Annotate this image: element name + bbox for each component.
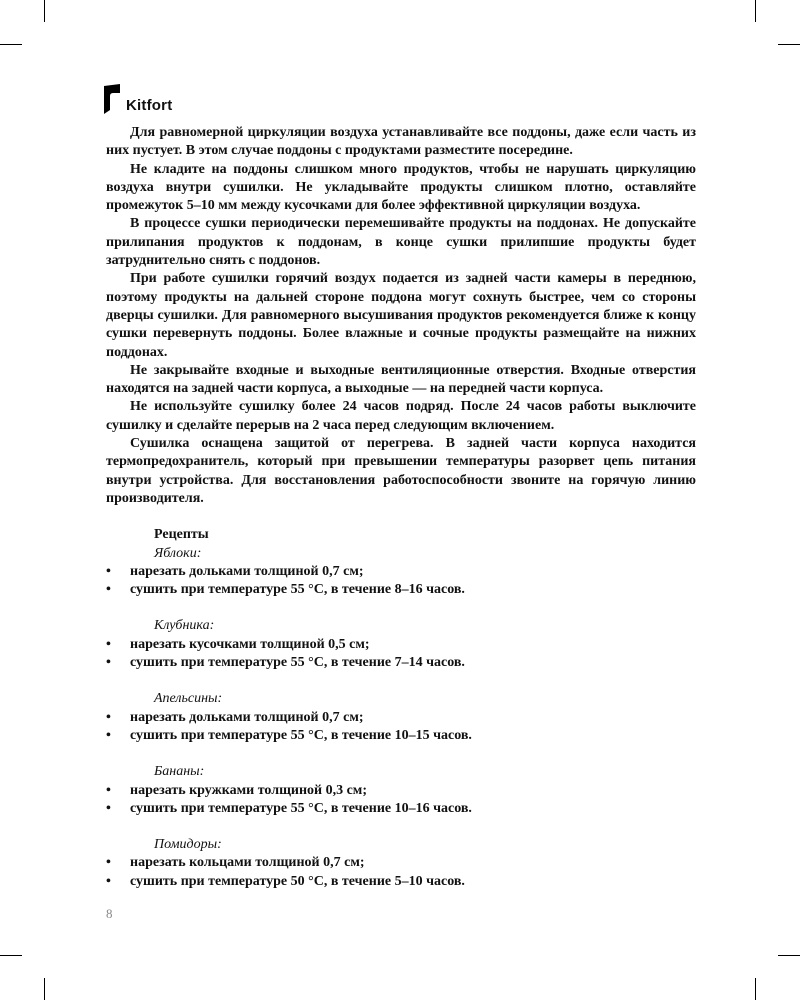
recipe-step-text: сушить при температуре 55 °C, в течение 10–16 часов. [130,800,472,816]
paragraph: Не используйте сушилку более 24 часов подряд. После 24 часов работы выключите сушилку и сделайте перерыв на 2 часа перед следующим включением. [106,399,696,433]
recipe-name: Клубника: [154,618,215,634]
recipe-step-text: нарезать дольками толщиной 0,7 см; [130,563,364,579]
recipe [106,690,696,745]
bullet-icon: • [106,636,111,652]
recipe [106,617,696,672]
recipes-heading: Рецепты [154,527,209,543]
kitfort-logo-icon [104,84,122,114]
paragraph: Не кладите на поддоны слишком много продуктов, чтобы не нарушать циркуляцию воздуха внутри сушилки. Не укладывайте продукты слишком плотно, оставляйте промежуток 5–10 мм между кусочками для более эффективной циркуляции воздуха. [106,161,696,214]
recipe-steps [106,854,696,891]
page-number: 8 [106,906,113,921]
recipe [106,836,696,891]
brand-name: Kitfort [126,97,173,114]
bullet-icon: • [106,782,111,798]
recipe-step-text: нарезать кусочками толщиной 0,5 см; [130,636,370,652]
recipe-name: Яблоки: [154,545,202,561]
recipe-step [106,563,696,581]
recipe-step [106,800,696,818]
recipe [106,545,696,600]
bullet-icon: • [106,873,111,889]
crop-mark-top-right [755,0,756,22]
recipe-step [106,873,696,891]
recipe-name: Бананы: [154,764,205,780]
recipe-step-text: нарезать дольками толщиной 0,7 см; [130,709,364,725]
crop-mark-top-left-h [0,44,22,45]
bullet-icon: • [106,855,111,871]
recipe-steps [106,563,696,600]
recipe-step-text: сушить при температуре 50 °C, в течение 5–10 часов. [130,873,465,889]
recipe-steps [106,709,696,746]
recipe-step-text: сушить при температуре 55 °C, в течение 8–16 часов. [130,582,465,598]
recipe-step [106,654,696,672]
bullet-icon: • [106,709,111,725]
document-body [106,124,696,909]
paragraph: При работе сушилки горячий воздух подается из задней части камеры в переднюю, поэтому продукты на дальней стороне поддона могут сохнуть быстрее, чем со стороны дверцы сушилки. Для равномерного высушивания продуктов рекомендуется ближе к концу сушки перевернуть поддоны. Более влажные и сочные продукты размещайте на нижних поддонах. [106,271,696,360]
crop-mark-bottom-left-h [0,955,22,956]
recipe-step-text: сушить при температуре 55 °C, в течение 10–15 часов. [130,727,472,743]
recipe-name: Апельсины: [154,691,223,707]
recipe-step [106,636,696,654]
paragraph: Не закрывайте входные и выходные вентиляционные отверстия. Входные отверстия находятся на задней части корпуса, а выходные — на передней части корпуса. [106,362,696,397]
crop-mark-bottom-right [755,978,756,1000]
crop-mark-bottom-left [44,978,45,1000]
paragraph: Сушилка оснащена защитой от перегрева. В задней части корпуса находится термопредохранитель, который при превышении температуры разорвет цепь питания внутри устройства. Для восстановления работоспособности звоните на горячую линию производителя. [106,436,696,506]
recipe-step-text: нарезать кольцами толщиной 0,7 см; [130,855,365,871]
crop-mark-top-right-h [778,44,800,45]
recipe-step [106,709,696,727]
paragraph: В процессе сушки периодически перемешивайте продукты на поддонах. Не допускайте прилипания продуктов к поддонам, в конце сушки прилипшие продукты будет затруднительно снять с поддонов. [106,216,696,269]
bullet-icon: • [106,655,111,671]
recipe-name: Помидоры: [154,837,222,853]
bullet-icon: • [106,727,111,743]
recipe-step-text: сушить при температуре 55 °C, в течение 7–14 часов. [130,655,465,671]
recipe-step [106,581,696,599]
recipe-steps [106,636,696,673]
crop-mark-bottom-right-h [778,955,800,956]
recipe-step [106,727,696,745]
recipe-step-text: нарезать кружками толщиной 0,3 см; [130,782,367,798]
recipe-step [106,854,696,872]
crop-mark-top-left [44,0,45,22]
recipe [106,763,696,818]
bullet-icon: • [106,563,111,579]
recipe-list [106,545,696,891]
paragraph: Для равномерной циркуляции воздуха устанавливайте все поддоны, даже если часть из них пустует. В этом случае поддоны с продуктами разместите посередине. [106,125,696,159]
recipe-steps [106,782,696,819]
bullet-icon: • [106,582,111,598]
recipes-section [106,526,696,891]
instructions-section [106,124,696,508]
bullet-icon: • [106,800,111,816]
recipe-step [106,782,696,800]
